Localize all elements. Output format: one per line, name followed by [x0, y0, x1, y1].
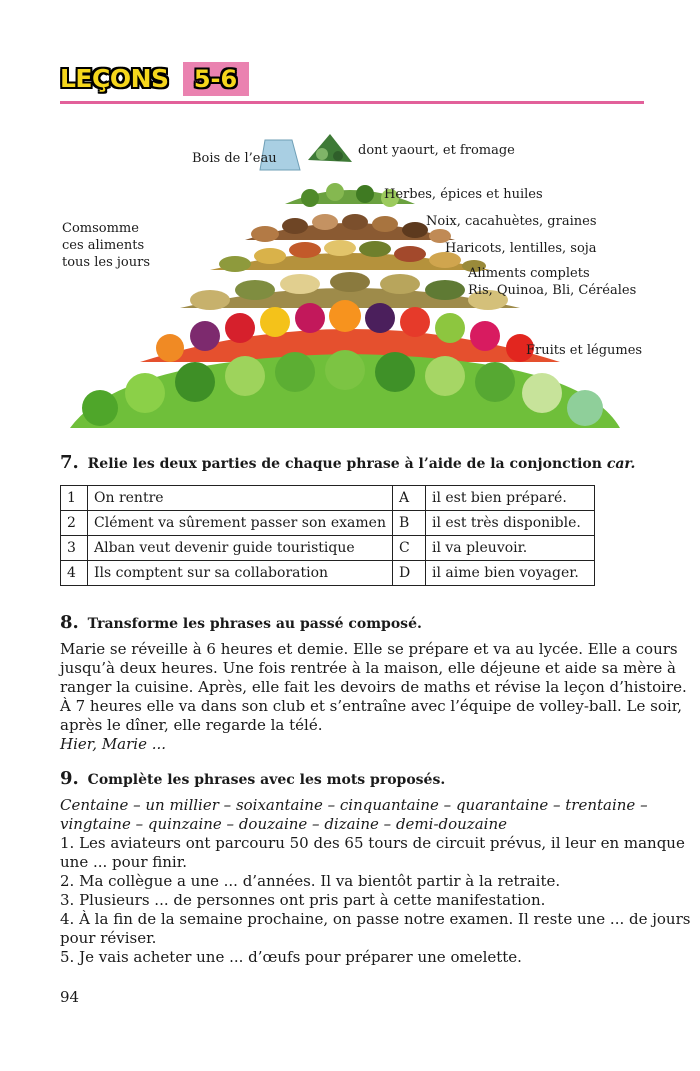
word-bank-line: vingtaine – quinzaine – douzaine – dizaine – demi-douzaine [60, 815, 507, 833]
text-line: Marie se réveille à 6 heures et demie. Elle se prépare et va au lycée. Elle a cours [60, 640, 678, 658]
text-line: 3. Plusieurs ... de personnes ont pris part à cette manifestation. [60, 891, 546, 909]
text-line: ranger la cuisine. Après, elle fait les devoirs de maths et révise la leçon d’histoire. [60, 678, 687, 696]
text-line: une ... pour finir. [60, 853, 188, 871]
row-number: 3 [61, 536, 88, 561]
task8-title [60, 612, 422, 633]
label-fruits-vegetables: Fruits et légumes [526, 343, 643, 358]
text-line: 4. À la fin de la semaine prochaine, on passe notre examen. Il reste une ... de jours [60, 910, 691, 928]
row-number: 4 [61, 561, 88, 586]
task8-text [60, 640, 687, 754]
task8-prompt: Hier, Marie ... [60, 735, 167, 753]
label-daily-2: ces aliments [62, 238, 145, 253]
text-line: 5. Je vais acheter une ... d’œufs pour préparer une omelette. [60, 948, 522, 966]
row-left-part: Alban veut devenir guide touristique [88, 536, 393, 561]
word-bank-line: Centaine – un millier – soixantaine – cinquantaine – quarantaine – trentaine – [60, 796, 648, 814]
row-left-part: Clément va sûrement passer son examen [88, 511, 393, 536]
label-daily-1: Comsomme [62, 221, 139, 236]
task7-instruction: Relie les deux parties de chaque phrase à l’aide de la conjonction [87, 456, 602, 472]
table-row [61, 486, 595, 511]
row-right-part: il est bien préparé. [425, 486, 594, 511]
task7-conjunction: car. [606, 456, 636, 472]
header-rule [60, 101, 644, 104]
label-dairy: dont yaourt, et fromage [358, 143, 515, 158]
label-daily-3: tous les jours [62, 255, 150, 270]
row-right-part: il aime bien voyager. [425, 561, 594, 586]
task9-text [60, 796, 691, 967]
label-water: Bois de l’eau [192, 151, 277, 166]
text-line: 2. Ma collègue a une ... d’années. Il va bientôt partir à la retraite. [60, 872, 561, 890]
row-left-part: On rentre [88, 486, 393, 511]
text-line: jusqu’à deux heures. Une fois rentrée à la maison, elle déjeune et aide sa mère à [60, 659, 676, 677]
row-left-part: Ils comptent sur sa collaboration [88, 561, 393, 586]
task8-instruction: Transforme les phrases au passé composé. [87, 616, 422, 632]
row-number: 2 [61, 511, 88, 536]
task8-number: 8. [60, 612, 79, 633]
row-right-part: il va pleuvoir. [425, 536, 594, 561]
label-nuts: Noix, cacahuètes, graines [426, 214, 597, 229]
text-line: À 7 heures elle va dans son club et s’entraîne avec l’équipe de volley-ball. Le soir, [60, 697, 682, 715]
page-number: 94 [60, 988, 80, 1006]
lesson-number-badge: 5-6 [183, 62, 249, 96]
matching-table [60, 485, 595, 586]
row-letter: B [392, 511, 425, 536]
label-grains: Ris, Quinoa, Bli, Céréales [468, 283, 637, 298]
row-letter: D [392, 561, 425, 586]
row-letter: C [392, 536, 425, 561]
task7-title [60, 452, 635, 473]
food-pyramid [60, 118, 643, 438]
table-row [61, 536, 595, 561]
label-herbs: Herbes, épices et huiles [384, 187, 543, 202]
lesson-header [60, 62, 249, 96]
label-whole-foods: Aliments complets [468, 266, 590, 281]
task9-number: 9. [60, 768, 79, 789]
text-line: 1. Les aviateurs ont parcouru 50 des 65 tours de circuit prévus, il leur en manque [60, 834, 685, 852]
row-letter: A [392, 486, 425, 511]
table-row [61, 561, 595, 586]
text-line: après le dîner, elle regarde la télé. [60, 716, 323, 734]
row-number: 1 [61, 486, 88, 511]
text-line: pour réviser. [60, 929, 157, 947]
label-beans: Haricots, lentilles, soja [445, 241, 597, 256]
task9-title [60, 768, 445, 789]
task7-number: 7. [60, 452, 79, 473]
lessons-title: LEÇONS [60, 64, 169, 93]
table-row [61, 511, 595, 536]
row-right-part: il est très disponible. [425, 511, 594, 536]
task9-instruction: Complète les phrases avec les mots proposés. [87, 772, 446, 788]
